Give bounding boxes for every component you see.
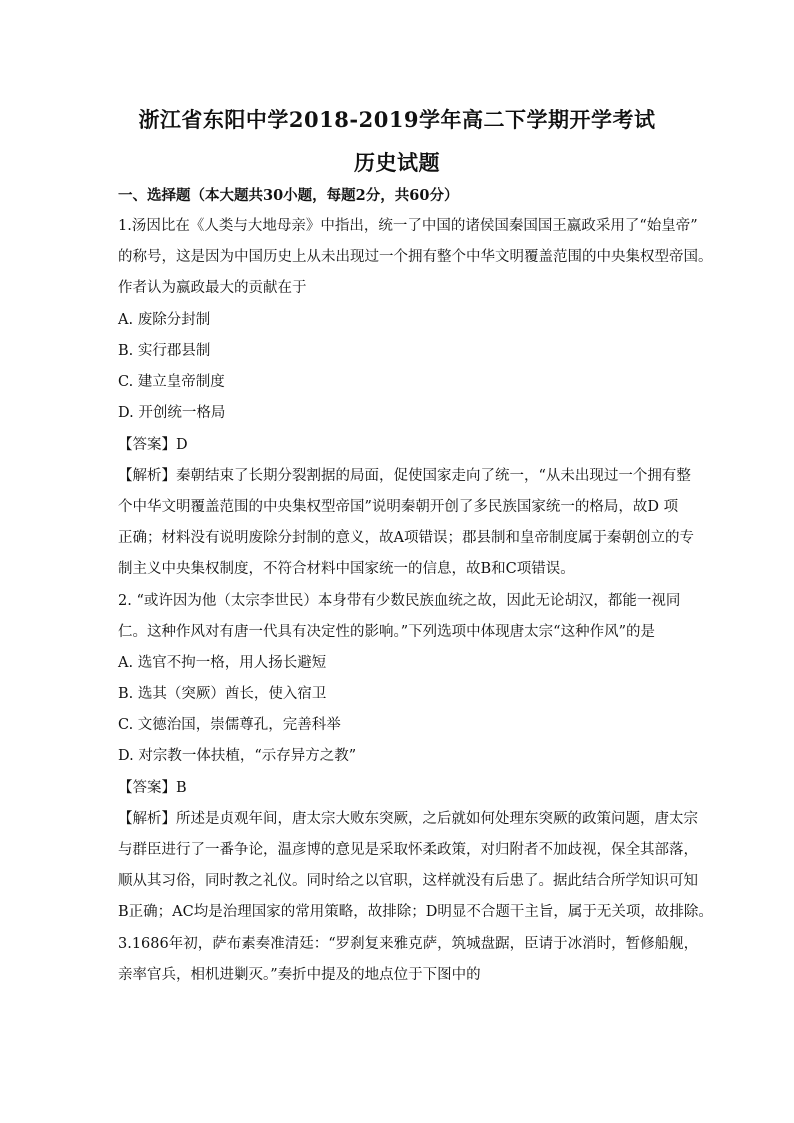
q2-option-a: A. 选官不拘一格，用人扬长避短 <box>118 655 327 671</box>
q3-stem-line-2: 亲率官兵，相机进剿灭。”奏折中提及的地点位于下图中的 <box>118 967 481 983</box>
q1-analysis-line-2: 个中华文明覆盖范围的中央集权型帝国”说明秦朝开创了多民族国家统一的格局，故D 项 <box>118 499 679 515</box>
q2-analysis-line-2: 与群臣进行了一番争论，温彦博的意见是采取怀柔政策，对归附者不加歧视，保全其部落， <box>118 842 698 858</box>
q2-analysis-line-1: 【解析】所述是贞观年间，唐太宗大败东突厥，之后就如何处理东突厥的政策问题，唐太宗 <box>118 811 698 827</box>
section-heading: 一、选择题（本大题共30小题，每题2分，共60分） <box>118 187 459 204</box>
q2-analysis-line-4: B正确；AC均是治理国家的常用策略，故排除；D明显不合题干主旨，属于无关项，故排除。 <box>118 904 713 920</box>
q1-analysis-line-1: 【解析】秦朝结束了长期分裂割据的局面，促使国家走向了统一，“从未出现过一个拥有整 <box>118 468 691 484</box>
page-title: 浙江省东阳中学2018-2019学年高二下学期开学考试 <box>138 107 656 132</box>
q1-option-b: B. 实行郡县制 <box>118 343 211 359</box>
page-subtitle: 历史试题 <box>354 150 440 175</box>
q1-option-d: D. 开创统一格局 <box>118 405 226 421</box>
q1-stem-line-2: 的称号，这是因为中国历史上从未出现过一个拥有整个中华文明覆盖范围的中央集权型帝国。 <box>118 249 713 265</box>
q2-option-d: D. 对宗教一体扶植，“示存异方之教” <box>118 748 357 764</box>
q1-answer: 【答案】D <box>118 437 188 453</box>
q2-option-c: C. 文德治国，崇儒尊孔，完善科举 <box>118 717 341 733</box>
q1-option-a: A. 废除分封制 <box>118 312 211 328</box>
q1-stem-line-3: 作者认为嬴政最大的贡献在于 <box>118 280 307 296</box>
q1-analysis-line-4: 制主义中央集权制度，不符合材料中国家统一的信息，故B和C项错误。 <box>118 561 575 577</box>
q2-analysis-line-3: 顺从其习俗，同时教之礼仪。同时给之以官职，这样就没有后患了。据此结合所学知识可知 <box>118 873 698 889</box>
q1-option-c: C. 建立皇帝制度 <box>118 374 225 390</box>
q1-stem-line-1: 1.汤因比在《人类与大地母亲》中指出，统一了中国的诸侯国秦国国王嬴政采用了“始皇帝” <box>118 218 698 234</box>
q1-analysis-line-3: 正确；材料没有说明废除分封制的意义，故A项错误；郡县制和皇帝制度属于秦朝创立的专 <box>118 530 694 546</box>
q2-stem-line-2: 仁。这种作风对有唐一代具有决定性的影响。”下列选项中体现唐太宗“这种作风”的是 <box>118 624 655 640</box>
q2-option-b: B. 选其（突厥）酋长，使入宿卫 <box>118 686 327 702</box>
q2-stem-line-1: 2. “或许因为他（太宗李世民）本身带有少数民族血统之故，因此无论胡汉，都能一视同 <box>118 593 681 609</box>
q3-stem-line-1: 3.1686年初，萨布素奏准清廷：“罗刹复来雅克萨，筑城盘踞，臣请于冰消时，暂修船舰， <box>118 936 699 952</box>
q2-answer: 【答案】B <box>118 780 187 796</box>
